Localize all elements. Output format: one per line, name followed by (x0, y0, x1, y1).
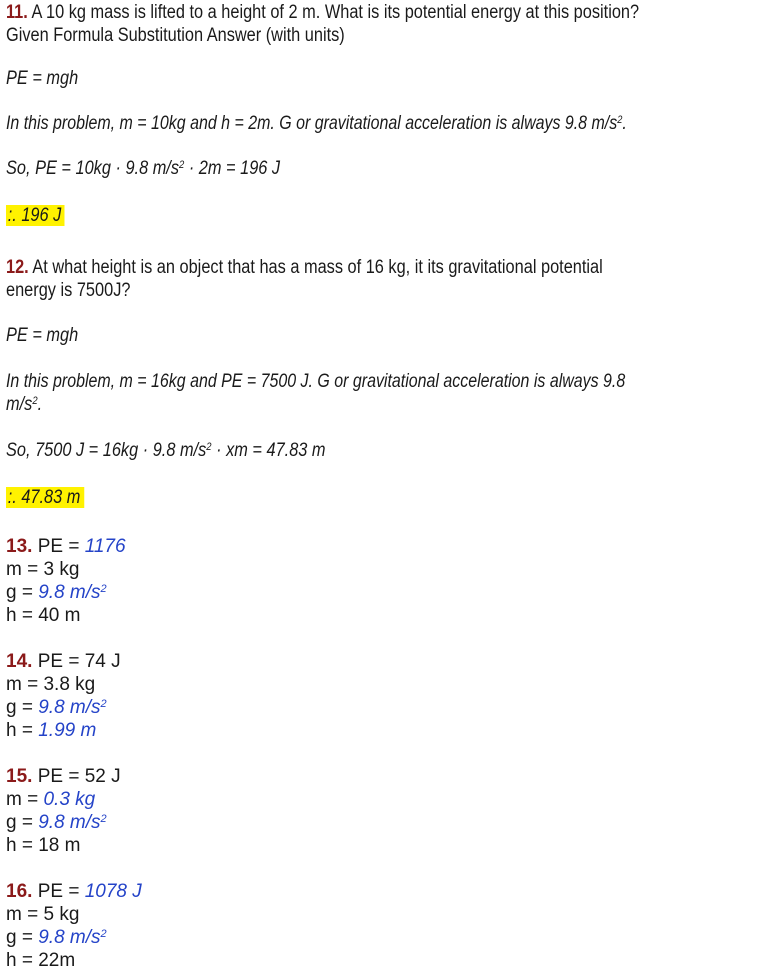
q15-h: h = 18 m (6, 835, 81, 856)
q11-substitution: So, PE = 10kg · 9.8 $m/s^2 \cdot 2m = 196$ J (6, 158, 281, 179)
q16-h: h = 22m (6, 950, 76, 971)
q15-m: m = 0.3 kg (6, 789, 96, 810)
q12-substitution: So, 7500 J = 16kg · 9.8 $m/s^2$ · xm = 47.83 m (6, 440, 326, 461)
q11-answer (6, 205, 65, 227)
q11-number: 11. (6, 2, 28, 23)
q16-pe: 16. PE = 1078 J (6, 881, 142, 902)
q15-g: g = 9.8 $m/s^2$ (6, 812, 107, 833)
q11-given: In this problem, m = 10kg and h = 2m. G or gravitational acceleration is always 9.8 $m/s^2$. (6, 113, 627, 134)
q12-given-line2: $m/s^2$. (6, 394, 43, 415)
q11-question: 11. A 10 kg mass is lifted to a height of 2 m. What is its potential energy at this position? (6, 2, 640, 23)
q13-pe: 13. PE = 1176 (6, 536, 126, 557)
q12-formula: PE = mgh (6, 325, 79, 346)
q15-pe: 15. PE = 52 J (6, 766, 121, 787)
q16-g: g = 9.8 $m/s^2$ (6, 927, 107, 948)
q14-m: m = 3.8 kg (6, 674, 96, 695)
q13-h: h = 40 m (6, 605, 81, 626)
q13-g: g = 9.8 $m/s^2$ (6, 582, 107, 603)
q16-m: m = 5 kg (6, 904, 80, 925)
answer-highlight: :. 196 J (6, 205, 65, 226)
q14-pe: 14. PE = 74 J (6, 651, 121, 672)
q11-formula: PE = mgh (6, 68, 79, 89)
q11-headers: Given Formula Substitution Answer (with units) (6, 25, 345, 46)
q14-h: h = 1.99 m (6, 720, 97, 741)
q12-question-line2: energy is 7500J? (6, 280, 131, 301)
q12-number: 12. (6, 257, 29, 278)
q12-answer (6, 487, 84, 509)
answer-highlight: :. 47.83 m (6, 487, 84, 508)
q14-g: g = 9.8 $m/s^2$ (6, 697, 107, 718)
q12-question-line1: 12. At what height is an object that has a mass of 16 kg, it its gravitational potential (6, 257, 603, 278)
q12-given-line1: In this problem, m = 16kg and PE = 7500 J. G or gravitational acceleration is always 9.8 (6, 371, 626, 392)
q13-m: m = 3 kg (6, 559, 80, 580)
